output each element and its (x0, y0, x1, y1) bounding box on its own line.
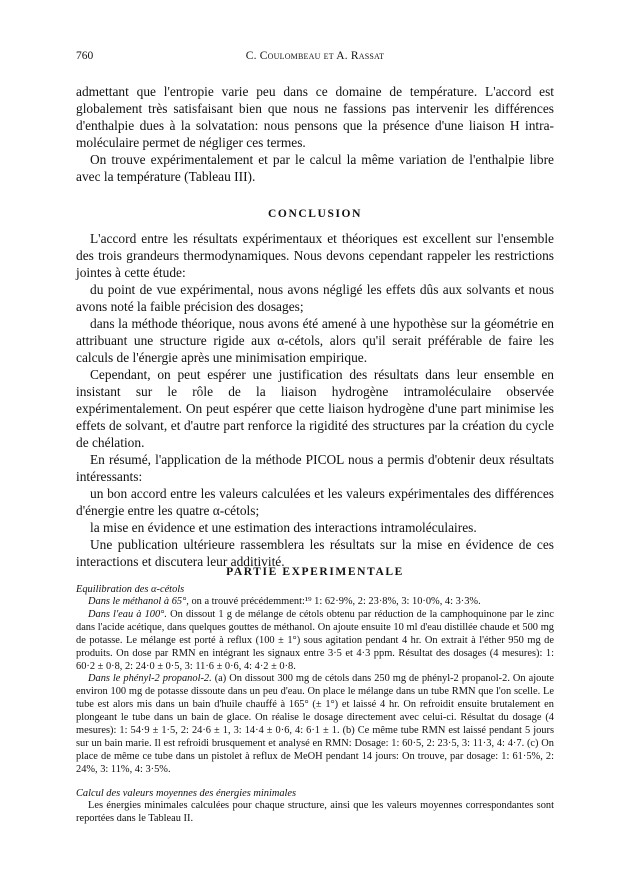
conclusion-heading-wrap (76, 208, 554, 220)
paragraph-lead: Dans le phényl-2 propanol-2. (88, 673, 212, 685)
experimental-heading-wrap (76, 566, 554, 578)
conclusion-heading: CONCLUSION (268, 208, 362, 220)
intro-paragraph: admettant que l'entropie varie peu dans ce domaine de température. L'accord est globalement très satisfaisant bien que nous ne fassions pas intervenir les différences d'enthalpie dues à la solvatation: nous pensons que la présence d'une liaison H intra-moléculaire permet de négliger ces termes. (76, 84, 554, 150)
paragraph-text: (a) On dissout 300 mg de cétols dans 250 mg de phényl-2 propanol-2. On ajoute environ 100 mg de potasse dissoute dans un peu d'eau. On place le mélange dans un tube RMN que l'on scelle. Le tube est alors mis dans un bain d'huile chauffé à 165° (± 1°) et laissé 4 hr. On refroidit ensuite brutalement en plongeant le tube dans un bain de glace. On réalise le dosage directement avec celui-ci. Résultat du dosage (4 mesures): 1: 54·9 ± 1·5, 2: 24·6 ± 1, 3: 14·4 ± 0·6, 4: 6·1 ± 1. (b) Ce même tube RMN est laissé pendant 5 jours sur un bain marie. Il est refroidi brusquement et analysé en RMN: Dosage: 1: 60·5, 2: 23·5, 3: 11·3, 4: 4·7. (c) On place de même ce tube dans un pistolet à reflux de MeOH pendant 14 jours: On trouve, par dosage: 1: 61·5%, 2: 24%, 3: 11%, 4: 3·5%. (76, 673, 554, 775)
experimental-paragraph (76, 673, 554, 776)
conclusion-section (76, 230, 554, 570)
page-number: 760 (76, 50, 94, 62)
conclusion-paragraph: Une publication ultérieure rassemblera les résultats sur la mise en évidence de ces interactions et discutera leur additivité. (76, 537, 554, 569)
conclusion-paragraph: du point de vue expérimental, nous avons négligé les effets dûs aux solvants et nous avons noté la faible précision des dosages; (76, 282, 554, 314)
intro-section (76, 83, 554, 185)
subsection-title: Equilibration des α-cétols (76, 584, 185, 595)
conclusion-paragraph: Cependant, on peut espérer une justification des résultats dans leur ensemble en insistant sur le rôle de la liaison hydrogène intramoléculaire observée expérimentalement. On peut espérer que cette liaison hydrogène d'une part minimise les effets de solvant, et d'autre part renforce la rigidité des structures par la création du cycle de chélation. (76, 367, 554, 450)
experimental-heading: PARTIE EXPERIMENTALE (226, 566, 404, 578)
experimental-paragraph: Les énergies minimales calculées pour chaque structure, ainsi que les valeurs moyennes correspondantes sont reportées dans le Tableau II. (76, 799, 554, 824)
paragraph-text: on a trouvé précédemment:¹⁹ 1: 62·9%, 2: 23·8%, 3: 10·0%, 4: 3·3%. (191, 596, 481, 607)
conclusion-paragraph: En résumé, l'application de la méthode PICOL nous a permis d'obtenir deux résultats intéressants: (76, 452, 554, 484)
running-header (76, 50, 554, 66)
intro-paragraph: On trouve expérimentalement et par le calcul la même variation de l'enthalpie libre avec la température (Tableau III). (76, 152, 554, 184)
paragraph-lead: Dans l'eau à 100°. (88, 608, 167, 620)
conclusion-paragraph: un bon accord entre les valeurs calculées et les valeurs expérimentales des différences d'énergie entre les quatre α-cétols; (76, 486, 554, 518)
experimental-paragraph (76, 596, 554, 609)
conclusion-paragraph: L'accord entre les résultats expérimentaux et théoriques est excellent sur l'ensemble des trois grandeurs thermodynamiques. Nous devons cependant rappeler les restrictions jointes à cette étude: (76, 231, 554, 280)
experimental-section (76, 583, 554, 826)
conclusion-paragraph: la mise en évidence et une estimation des interactions intramoléculaires. (90, 520, 477, 535)
experimental-paragraph (76, 609, 554, 674)
paragraph-text: On dissout 1 g de mélange de cétols obtenu par réduction de la camphoquinone par le zinc dans l'acide acétique, dans quelques gouttes de méthanol. On ajoute ensuite 10 ml d'eau distillée chaude et 500 mg de potasse. Le mélange est porté à reflux (100 ± 1°) sous agitation pendant 4 hr. On extrait à l'éther 950 mg de produits. On dose par RMN en intégrant les signaux entre 3·5 et 4·3 ppm. Résultat des dosages (4 mesures): 1: 60·2 ± 0·8, 2: 24·0 ± 0·5, 3: 11·6 ± 0·6, 4: 4·2 ± 0·8. (76, 608, 554, 672)
running-authors: C. Coulombeau et A. Rassat (245, 50, 385, 62)
subsection-title: Calcul des valeurs moyennes des énergies minimales (76, 787, 297, 799)
conclusion-paragraph: dans la méthode théorique, nous avons été amené à une hypothèse sur la géométrie en attribuant une structure rigide aux α-cétols, alors qu'il serait préférable de faire les calculs de l'énergie après une minimisation empirique. (76, 316, 554, 365)
paragraph-lead: Dans le méthanol à 65°, (88, 596, 189, 607)
